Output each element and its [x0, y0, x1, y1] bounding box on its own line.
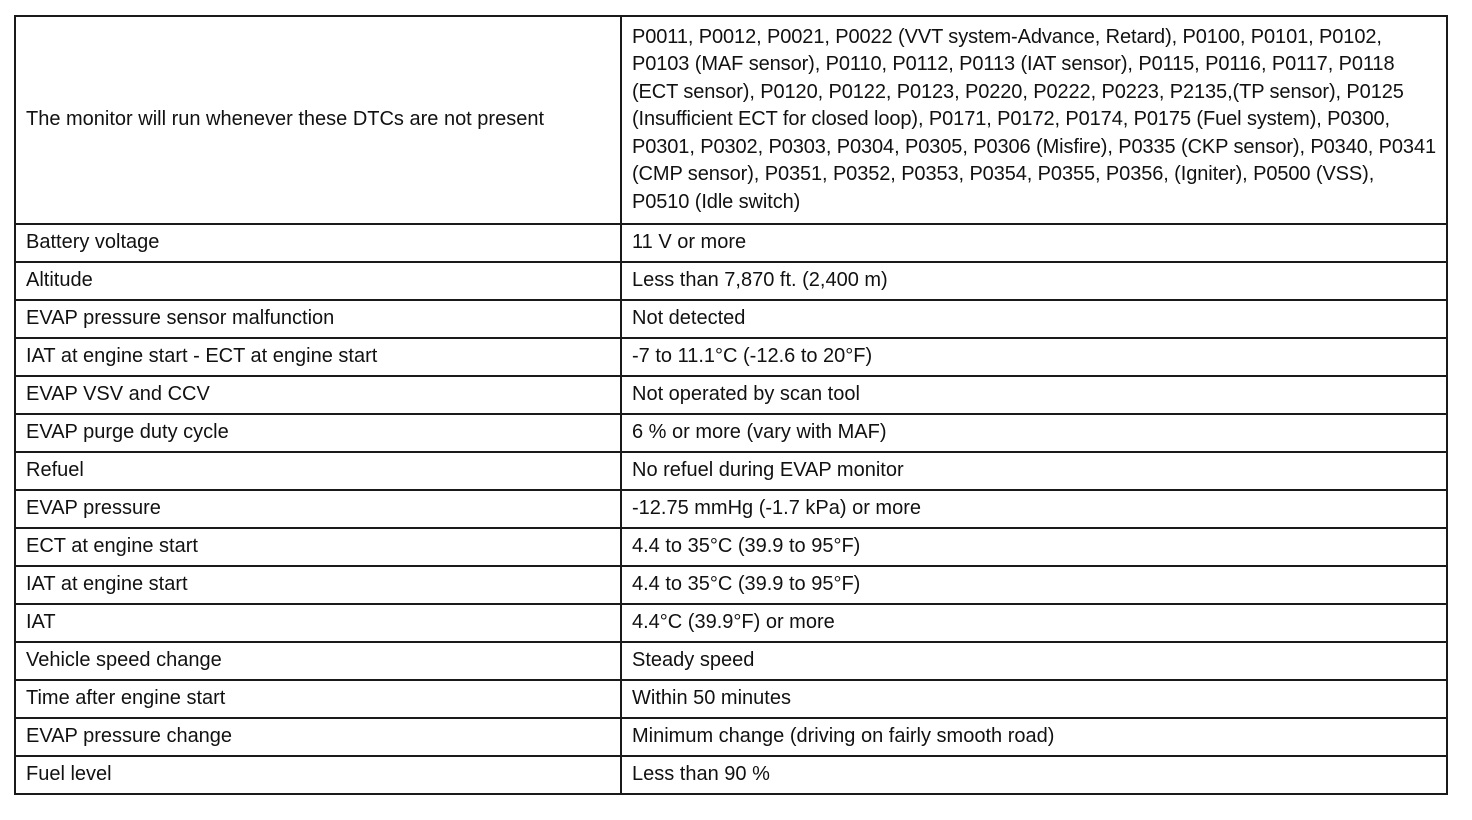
value-cell: 11 V or more: [621, 224, 1447, 262]
condition-cell: Battery voltage: [15, 224, 621, 262]
value-cell: 6 % or more (vary with MAF): [621, 414, 1447, 452]
table-row: [15, 642, 1447, 680]
table-row: [15, 224, 1447, 262]
table-row: [15, 490, 1447, 528]
condition-cell: IAT: [15, 604, 621, 642]
condition-cell: EVAP purge duty cycle: [15, 414, 621, 452]
condition-cell: EVAP pressure sensor malfunction: [15, 300, 621, 338]
condition-cell: Time after engine start: [15, 680, 621, 718]
condition-cell: EVAP pressure change: [15, 718, 621, 756]
condition-cell: Refuel: [15, 452, 621, 490]
table-row: [15, 414, 1447, 452]
table-row: [15, 376, 1447, 414]
value-cell: Minimum change (driving on fairly smooth road): [621, 718, 1447, 756]
condition-cell: Fuel level: [15, 756, 621, 794]
value-cell: P0011, P0012, P0021, P0022 (VVT system-Advance, Retard), P0100, P0101, P0102, P0103 (MAF sensor), P0110, P0112, P0113 (IAT sensor), P0115, P0116, P0117, P0118 (ECT sensor), P0120, P0122, P0123, P0220, P0222, P0223, P2135,(TP sensor), P0125 (Insufficient ECT for closed loop), P0171, P0172, P0174, P0175 (Fuel system), P0300, P0301, P0302, P0303, P0304, P0305, P0306 (Misfire), P0335 (CKP sensor), P0340, P0341 (CMP sensor), P0351, P0352, P0353, P0354, P0355, P0356, (Igniter), P0500 (VSS), P0510 (Idle switch): [621, 16, 1447, 224]
condition-cell: Vehicle speed change: [15, 642, 621, 680]
table-row: [15, 566, 1447, 604]
table-row: [15, 16, 1447, 224]
value-cell: Less than 90 %: [621, 756, 1447, 794]
value-cell: -12.75 mmHg (-1.7 kPa) or more: [621, 490, 1447, 528]
table-row: [15, 262, 1447, 300]
value-cell: -7 to 11.1°C (-12.6 to 20°F): [621, 338, 1447, 376]
condition-cell: Altitude: [15, 262, 621, 300]
table-row: [15, 718, 1447, 756]
table-row: [15, 300, 1447, 338]
value-cell: 4.4 to 35°C (39.9 to 95°F): [621, 528, 1447, 566]
condition-cell: EVAP VSV and CCV: [15, 376, 621, 414]
value-cell: Less than 7,870 ft. (2,400 m): [621, 262, 1447, 300]
table-row: [15, 452, 1447, 490]
value-cell: 4.4 to 35°C (39.9 to 95°F): [621, 566, 1447, 604]
table-row: [15, 338, 1447, 376]
condition-cell: IAT at engine start - ECT at engine start: [15, 338, 621, 376]
condition-cell: EVAP pressure: [15, 490, 621, 528]
condition-cell: IAT at engine start: [15, 566, 621, 604]
table-row: [15, 528, 1447, 566]
table-row: [15, 680, 1447, 718]
value-cell: 4.4°C (39.9°F) or more: [621, 604, 1447, 642]
monitor-conditions-table-container: [14, 15, 1446, 795]
condition-cell: The monitor will run whenever these DTCs are not present: [15, 16, 621, 224]
value-cell: Not operated by scan tool: [621, 376, 1447, 414]
table-row: [15, 604, 1447, 642]
value-cell: No refuel during EVAP monitor: [621, 452, 1447, 490]
value-cell: Within 50 minutes: [621, 680, 1447, 718]
condition-cell: ECT at engine start: [15, 528, 621, 566]
value-cell: Not detected: [621, 300, 1447, 338]
value-cell: Steady speed: [621, 642, 1447, 680]
monitor-conditions-table: [14, 15, 1448, 795]
table-row: [15, 756, 1447, 794]
